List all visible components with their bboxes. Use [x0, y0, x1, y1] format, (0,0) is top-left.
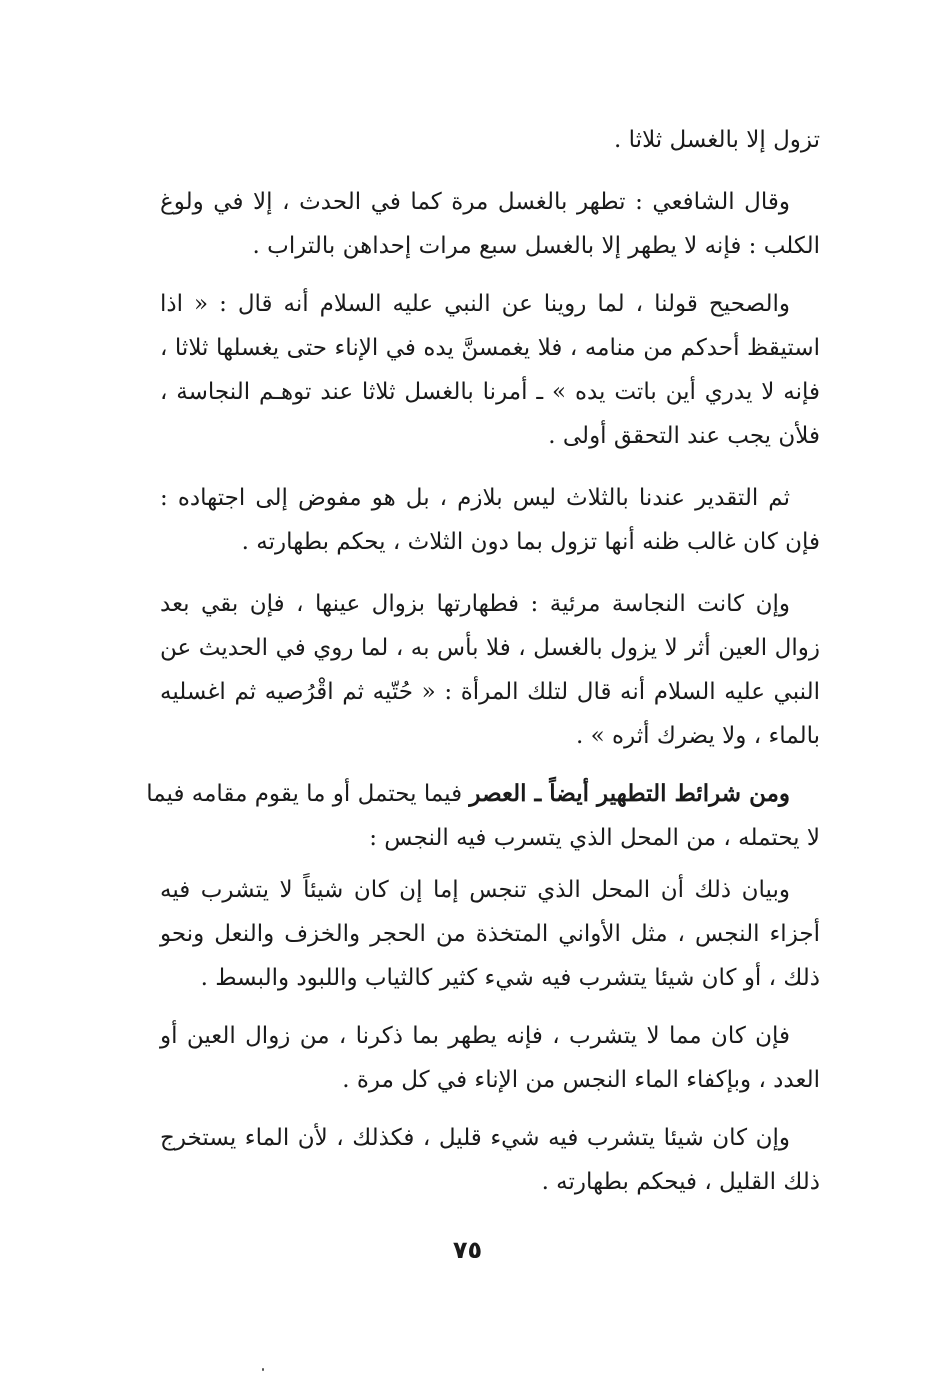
paragraph: [160, 476, 820, 564]
page-body: [146, 118, 820, 1204]
paragraph: [160, 180, 820, 268]
text-line: وإن كانت النجاسة مرئية : فطهارتها بزوال عينها ، فإن بقي بعد: [160, 591, 790, 617]
paragraph: [160, 282, 820, 458]
text-line: والصحيح قولنا ، لما روينا عن النبي عليه السلام أنه قال : « اذا: [160, 291, 790, 317]
text-line: ثم التقدير عندنا بالثلاث ليس بلازم ، بل هو مفوض إلى اجتهاده :: [160, 485, 790, 511]
text-line: لا يحتمله ، من المحل الذي يتسرب فيه النجس :: [369, 825, 820, 851]
paragraph: [160, 582, 820, 758]
text-line: زوال العين أثر لا يزول بالغسل ، فلا بأس به ، لما روي في الحديث عن: [160, 635, 820, 661]
text-line: أجزاء النجس ، مثل الأواني المتخذة من الحجر والخزف والنعل ونحو: [160, 921, 820, 947]
paragraph: [160, 1116, 820, 1204]
text-run: فيما يحتمل أو ما يقوم مقامه فيما: [146, 781, 470, 807]
text-line: [146, 772, 820, 816]
text-line: العدد ، وبإكفاء الماء النجس من الإناء في كل مرة .: [342, 1067, 820, 1093]
text-line: تزول إلا بالغسل ثلاثا .: [614, 127, 820, 153]
text-line: وإن كان شيئا يتشرب فيه شيء قليل ، فكذلك ، لأن الماء يستخرج: [160, 1125, 790, 1151]
text-line: فإن كان مما لا يتشرب ، فإنه يطهر بما ذكرنا ، من زوال العين أو: [160, 1023, 790, 1049]
scan-speck: [262, 1368, 264, 1371]
text-line: استيقظ أحدكم من منامه ، فلا يغمسنَّ يده في الإناء حتى يغسلها ثلاثا ،: [160, 335, 820, 361]
paragraph: [160, 1014, 820, 1102]
text-line: وبيان ذلك أن المحل الذي تنجس إما إن كان شيئاً لا يتشرب فيه: [160, 877, 790, 903]
bold-heading-text: ومن شرائط التطهير أيضاً ـ العصر: [469, 780, 790, 807]
paragraph: [146, 772, 820, 860]
text-line: ذلك ، أو كان شيئا يتشرب فيه شيء كثير كالثياب واللبود والبسط .: [200, 965, 820, 991]
text-line: فإن كان غالب ظنه أنها تزول بما دون الثلاث ، يحكم بطهارته .: [241, 529, 820, 555]
paragraph: [160, 868, 820, 1000]
text-line: فلأن يجب عند التحقق أولى .: [548, 423, 820, 449]
text-line: بالماء ، ولا يضرك أثره » .: [576, 723, 820, 749]
paragraph: [160, 118, 820, 162]
page-number: ٧٥: [452, 1236, 483, 1264]
text-line: الكلب : فإنه لا يطهر إلا بالغسل سبع مرات إحداهن بالتراب .: [252, 233, 820, 259]
text-line: فإنه لا يدري أين باتت يده » ـ أمرنا بالغسل ثلاثا عند توهـم النجاسة ،: [160, 379, 820, 405]
text-line: النبي عليه السلام أنه قال لتلك المرأة : « حُتّيه ثم اقْرُصيه ثم اغسليه: [160, 679, 820, 705]
text-line: ذلك القليل ، فيحكم بطهارته .: [541, 1169, 820, 1195]
text-line: وقال الشافعي : تطهر بالغسل مرة كما في الحدث ، إلا في ولوغ: [160, 189, 790, 215]
